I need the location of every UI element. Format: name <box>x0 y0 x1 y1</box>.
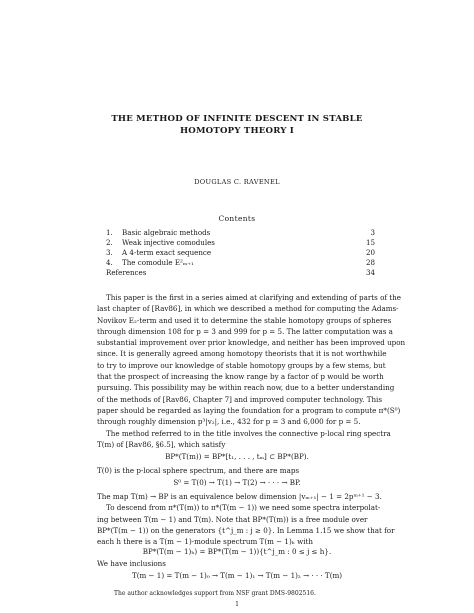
descent-paragraph <box>97 491 395 547</box>
paper-title-line-2: HOMOTOPY THEORY I <box>179 126 295 136</box>
text-line: pursuing. This possibility may be within reach now, due to a better understanding <box>97 383 395 393</box>
toc-entry-title: The comodule E²ₘ₊₁ <box>122 258 194 267</box>
toc-entry-page: 15 <box>365 238 375 247</box>
toc-entry-number: 3. <box>106 248 113 257</box>
toc-entry[interactable] <box>106 248 375 258</box>
toc-entry-page: 28 <box>365 258 375 267</box>
toc-entry-title: Weak injective comodules <box>122 238 215 247</box>
toc-entry-page: 20 <box>365 248 375 257</box>
text-line: to try to improve our knowledge of stable homotopy groups by a few stems, but <box>97 360 386 370</box>
display-equation: BP*(T(m)) = BP*[t₁, . . . , tₘ] ⊂ BP*(BP). <box>165 452 309 461</box>
text-line: Novikov E₂-term and used it to determine the stable homotopy groups of spheres <box>97 315 392 325</box>
text-line: substantial improvement over prior knowledge, and neither has been improved upon <box>97 338 406 348</box>
toc-entry-page: 3 <box>370 228 375 237</box>
toc-entry-number: 1. <box>106 228 113 237</box>
text-line: paper should be regarded as laying the foundation for a program to compute π*(S⁰) <box>97 405 401 415</box>
text-line: T(m) of [Rav86, §6.5], which satisfy <box>97 440 226 450</box>
sphere-paragraph <box>97 465 377 476</box>
contents-heading: Contents <box>218 214 256 223</box>
toc-entry-number: 4. <box>106 258 113 267</box>
text-line: of the methods of [Rav86, Chapter 7] and improved computer technology. This <box>97 394 383 404</box>
text-line: This paper is the first in a series aimed at clarifying and extending of parts of the <box>106 293 401 302</box>
text-line: T(0) is the p-local sphere spectrum, and there are maps <box>97 466 300 475</box>
text-line: through dimension 108 for p = 3 and 999 for p = 5. The latter computation was a <box>97 326 393 336</box>
text-line: since. It is generally agreed among homotopy theorists that it is not worthwhile <box>97 349 387 359</box>
display-equation: T(m − 1) = T(m − 1)₀ → T(m − 1)₁ → T(m − 1)₂ → · · · T(m) <box>131 571 343 580</box>
display-equation: S⁰ = T(0) → T(1) → T(2) → · · · → BP. <box>173 478 301 487</box>
display-equation: BP*(T(m − 1)ₕ) = BP*(T(m − 1)){t^j_m : 0 ≤ j ≤ h}. <box>142 547 332 556</box>
text-line: The map T(m) → BP is an equivalence below dimension |vₘ₊₁| − 1 = 2pᵐ⁺¹ − 3. <box>97 492 382 501</box>
text-line: ing between T(m − 1) and T(m). Note that BP*(T(m)) is a free module over <box>97 514 368 524</box>
text-line: BP*(T(m − 1)) on the generators {t^j_m : j ≥ 0}. In Lemma 1.15 we show that for <box>97 525 395 535</box>
paper-title-line-1: THE METHOD OF INFINITE DESCENT IN STABLE <box>111 114 363 124</box>
toc-references-title: References <box>106 268 147 277</box>
toc-entry-title: A 4-term exact sequence <box>122 248 212 257</box>
toc-entry-number: 2. <box>106 238 113 247</box>
toc-entry-title: Basic algebraic methods <box>122 228 211 237</box>
toc-references-page: 34 <box>365 268 375 277</box>
text-line: last chapter of [Rav86], in which we described a method for computing the Adams- <box>97 304 399 314</box>
text-line: We have inclusions <box>97 559 166 568</box>
author-name: DOUGLAS C. RAVENEL <box>194 178 280 186</box>
text-line: each h there is a T(m − 1)-module spectrum T(m − 1)ₕ with <box>97 537 313 547</box>
text-line: that the prospect of increasing the know range by a factor of p would be worth <box>97 372 384 382</box>
inclusions-paragraph <box>97 558 377 569</box>
text-line: through roughly dimension p³|v₂|, i.e., 432 for p = 3 and 6,000 for p = 5. <box>97 417 361 427</box>
footnote: The author acknowledges support from NSF grant DMS-9802516. <box>114 590 316 597</box>
toc-entry[interactable] <box>106 258 375 268</box>
toc-entry[interactable] <box>106 228 375 238</box>
text-line: The method referred to in the title involves the connective p-local ring spectra <box>106 429 391 438</box>
page-number: 1 <box>235 601 239 608</box>
toc-entry[interactable] <box>106 238 375 248</box>
method-paragraph <box>97 428 391 451</box>
intro-paragraph <box>97 292 406 428</box>
toc-references-entry[interactable] <box>106 268 375 278</box>
text-line: To descend from π*(T(m)) to π*(T(m − 1)) we need some spectra interpolat- <box>106 503 381 513</box>
